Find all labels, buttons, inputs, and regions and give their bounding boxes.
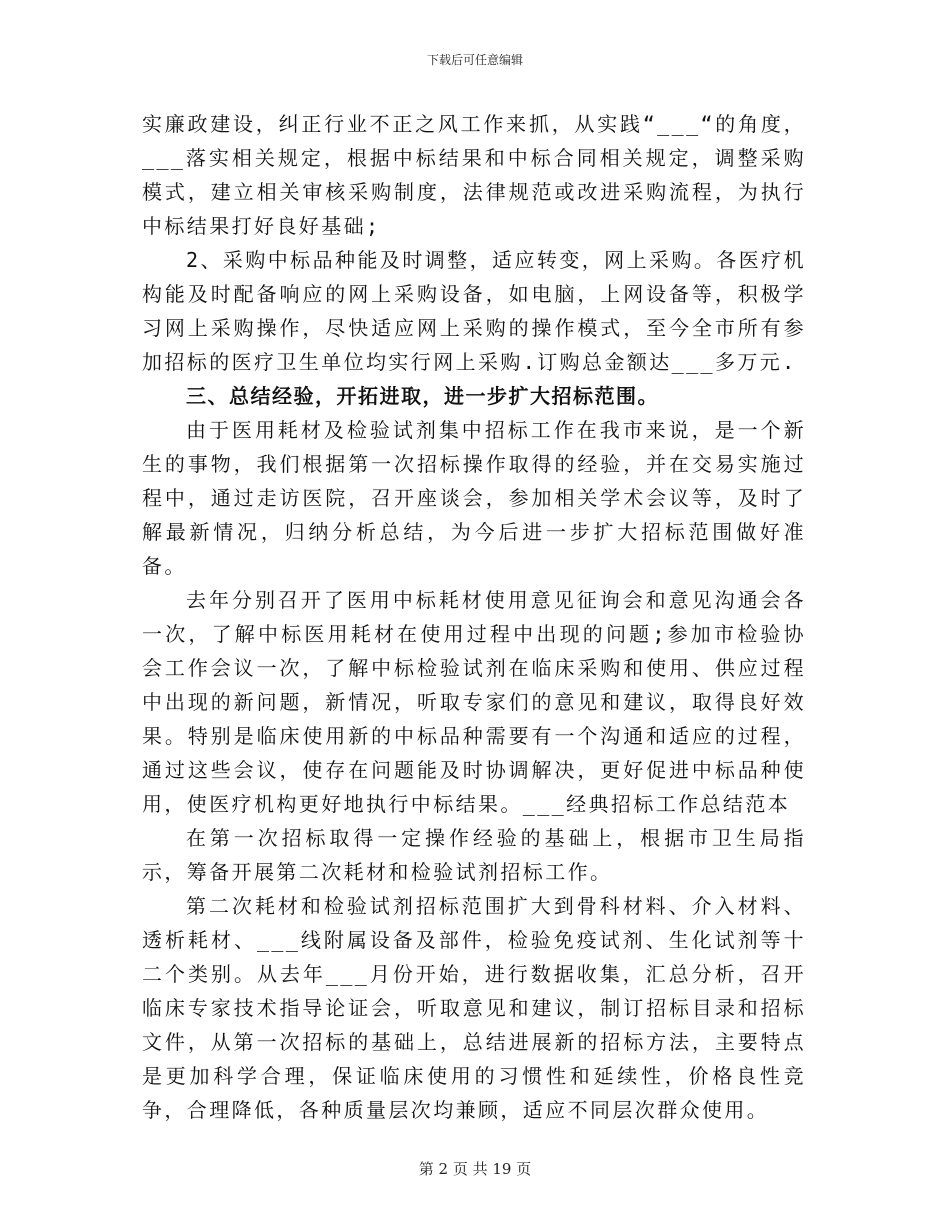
page-footer: 第 2 页 共 19 页 [418, 1160, 532, 1178]
document-body [142, 107, 806, 1127]
paragraph-online-procurement: 2、采购中标品种能及时调整，适应转变，网上采购。各医疗机构能及时配备响应的网上采购设备，如电脑，上网设备等，积极学习网上采购操作，尽快适应网上采购的操作模式，至今全市所有参加招标的医疗卫生单位均实行网上采购.订购总金额达___多万元. [142, 248, 806, 374]
paragraph-new-work: 由于医用耗材及检验试剂集中招标工作在我市来说，是一个新生的事物，我们根据第一次招标操作取得的经验，并在交易实施过程中，通过走访医院，召开座谈会，参加相关学术会议等，及时了解最新情况，归纳分析总结，为今后进一步扩大招标范围做好准备。 [142, 418, 806, 578]
paragraph-continuation: 实廉政建设，纠正行业不正之风工作来抓，从实践“___“的角度，___落实相关规定，根据中标结果和中标合同相关规定，调整采购模式，建立相关审核采购制度，法律规范或改进采购流程，为执行中标结果打好良好基础; [142, 112, 806, 238]
section-heading-three: 三、总结经验，开拓进取，进一步扩大招标范围。 [186, 384, 659, 408]
page-header: 下载后可任意编辑 [426, 53, 523, 67]
paragraph-meetings: 去年分别召开了医用中标耗材使用意见征询会和意见沟通会各一次，了解中标医用耗材在使用过程中出现的问题;参加市检验协会工作会议一次，了解中标检验试剂在临床采购和使用、供应过程中出现的新问题，新情况，听取专家们的意见和建议，取得良好效果。特别是临床使用新的中标品种需要有一个沟通和适应的过程，通过这些会议，使存在问题能及时协调解决，更好促进中标品种使用，使医疗机构更好地执行中标结果。___经典招标工作总结范本 [142, 588, 806, 816]
paragraph-second-tender-scope: 第二次耗材和检验试剂招标范围扩大到骨科材料、介入材料、透析耗材、___线附属设备及部件，检验免疫试剂、生化试剂等十二个类别。从去年___月份开始，进行数据收集，汇总分析，召开临床专家技术指导论证会，听取意见和建议，制订招标目录和招标文件，从第一次招标的基础上，总结进展新的招标方法，主要特点是更加科学合理，保证临床使用的习惯性和延续性，价格良性竞争，合理降低，各种质量层次均兼顾，适应不同层次群众使用。 [142, 894, 806, 1122]
paragraph-second-tender-prep: 在第一次招标取得一定操作经验的基础上，根据市卫生局指示，筹备开展第二次耗材和检验试剂招标工作。 [142, 826, 806, 884]
